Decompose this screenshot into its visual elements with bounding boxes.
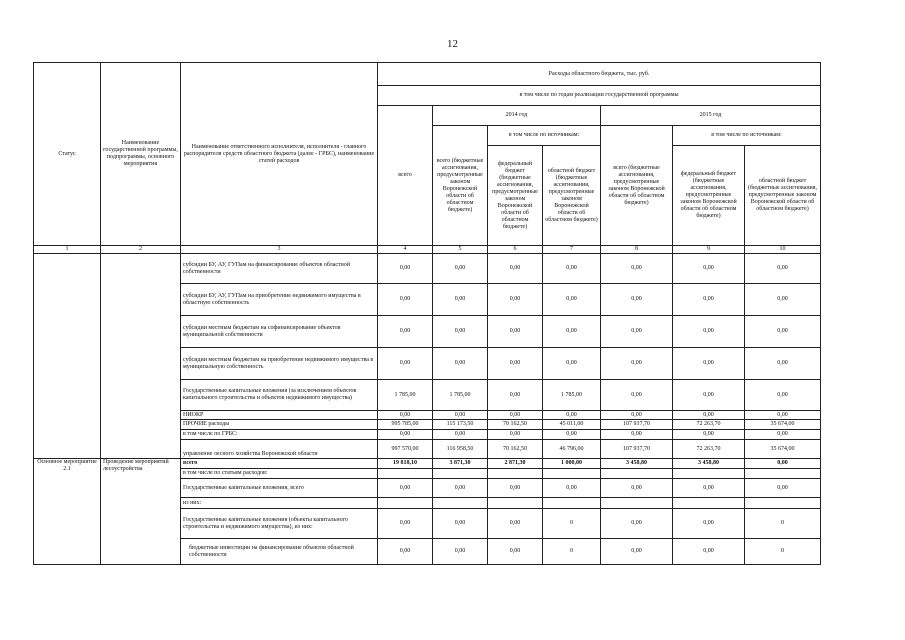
cell-total: 19 818,10 [378, 459, 433, 469]
cell-2015-regional: 0,00 [745, 479, 821, 498]
cell-2014-total [433, 498, 488, 509]
cell-total: 0,00 [378, 411, 433, 420]
cell-2014-federal: 0,00 [488, 479, 543, 498]
cell-2014-federal: 0,00 [488, 411, 543, 420]
cell-2014-federal: 0,00 [488, 254, 543, 284]
header-regional-2014: областной бюджет (бюджетные ассигнования, предусмотренные законом Воронежской области об областном бюджете) [543, 146, 601, 246]
cell-2015-total: 0,00 [601, 284, 673, 316]
cell-2015-federal: 0,00 [673, 411, 745, 420]
cell-2015-total [601, 469, 673, 479]
cell-total: 0,00 [378, 509, 433, 539]
cell-2014-regional [543, 469, 601, 479]
col-number: 2 [101, 246, 181, 254]
page-number: 12 [447, 38, 458, 50]
header-year-2015: 2015 год [601, 106, 821, 126]
row-name: НИОКР [181, 411, 378, 420]
cell-total [378, 498, 433, 509]
cell-2014-total: 0,00 [433, 479, 488, 498]
row-name: всего [181, 459, 378, 469]
cell-2014-federal: 70 162,50 [488, 440, 543, 459]
cell-2015-federal: 72 263,70 [673, 440, 745, 459]
row-name: бюджетные инвестиции на финансирование объектов областной собственности [181, 539, 378, 565]
cell-2014-total: 0,00 [433, 254, 488, 284]
cell-2014-regional: 0 [543, 509, 601, 539]
cell-2015-federal: 3 458,80 [673, 459, 745, 469]
cell-2015-regional: 35 674,00 [745, 420, 821, 430]
cell-2015-federal: 0,00 [673, 316, 745, 348]
row-name: субсидии БУ, АУ, ГУПам на финансирование объектов областной собственности [181, 254, 378, 284]
cell-2015-regional [745, 498, 821, 509]
row-name: Государственные капитальные вложения, всего [181, 479, 378, 498]
cell-2015-total: 107 937,70 [601, 420, 673, 430]
row-name: Государственные капитальные вложения (за исключением объектов капитального строительства и объектов недвижимого имущества) [181, 380, 378, 411]
cell-2014-regional: 0,00 [543, 348, 601, 380]
row-name: субсидии местным бюджетам на приобретение недвижимого имущества в муниципальную собственность [181, 348, 378, 380]
cell-2014-total: 0,00 [433, 411, 488, 420]
cell-2014-regional: 0,00 [543, 411, 601, 420]
cell-2014-total: 0,00 [433, 430, 488, 440]
status-cell-empty [34, 254, 101, 459]
cell-2014-total: 0,00 [433, 316, 488, 348]
cell-total: 0,00 [378, 479, 433, 498]
header-federal-2014: федеральный бюджет (бюджетные ассигнования, предусмотренные законом Воронежской области об областном бюджете) [488, 146, 543, 246]
cell-2014-federal: 0,00 [488, 380, 543, 411]
col-number: 9 [673, 246, 745, 254]
header-program-name: Наименование государственной программы, подпрограммы, основного мероприятия [101, 63, 181, 246]
header-by-years: в том числе по годам реализации государственной программы [378, 86, 821, 106]
cell-2014-regional: 0,00 [543, 316, 601, 348]
cell-2014-total: 116 958,50 [433, 440, 488, 459]
cell-2014-federal [488, 498, 543, 509]
column-number-row [34, 246, 821, 254]
cell-2014-total: 3 871,30 [433, 459, 488, 469]
cell-total: 0,00 [378, 254, 433, 284]
col-number: 3 [181, 246, 378, 254]
cell-2014-regional: 46 796,00 [543, 440, 601, 459]
cell-2015-regional: 0,00 [745, 380, 821, 411]
cell-2015-federal: 72 263,70 [673, 420, 745, 430]
cell-2014-federal: 0,00 [488, 430, 543, 440]
row-name: в том числе по статьям расходов: [181, 469, 378, 479]
row-name: субсидии местным бюджетам на софинансирование объектов муниципальной собственности [181, 316, 378, 348]
header-status: Статус [34, 63, 101, 246]
cell-2014-total: 0,00 [433, 539, 488, 565]
cell-2014-federal [488, 469, 543, 479]
cell-total: 995 785,00 [378, 420, 433, 430]
col-number: 10 [745, 246, 821, 254]
cell-2015-total: 0,00 [601, 411, 673, 420]
col-number: 6 [488, 246, 543, 254]
row-name: из них: [181, 498, 378, 509]
cell-2014-regional [543, 498, 601, 509]
cell-2014-total: 0,00 [433, 284, 488, 316]
col-number: 8 [601, 246, 673, 254]
cell-2015-federal: 0,00 [673, 509, 745, 539]
budget-table [33, 62, 821, 565]
cell-2014-federal: 0,00 [488, 284, 543, 316]
cell-total: 0,00 [378, 430, 433, 440]
header-executor: Наименование ответственного исполнителя, исполнителя - главного распорядителя средств областного бюджета (далее - ГРБС), наименование статей расходов [181, 63, 378, 246]
cell-2015-regional: 0,00 [745, 430, 821, 440]
header-total-2015: всего (бюджетные ассигнования, предусмотренные законом Воронежской области об областном бюджете) [601, 126, 673, 246]
cell-2015-federal [673, 498, 745, 509]
cell-2014-total: 115 173,50 [433, 420, 488, 430]
cell-2015-federal: 0,00 [673, 539, 745, 565]
cell-2015-total: 107 937,70 [601, 440, 673, 459]
col-number: 4 [378, 246, 433, 254]
cell-total: 0,00 [378, 539, 433, 565]
cell-2014-regional: 0,00 [543, 284, 601, 316]
cell-2014-total: 1 785,00 [433, 380, 488, 411]
cell-2014-total: 0,00 [433, 348, 488, 380]
program-cell-empty [101, 254, 181, 459]
cell-2015-federal: 0,00 [673, 380, 745, 411]
cell-total: 1 785,00 [378, 380, 433, 411]
header-sources-2015: в том числе по источникам: [673, 126, 821, 146]
col-number: 5 [433, 246, 488, 254]
cell-2015-total: 0,00 [601, 430, 673, 440]
col-number: 1 [34, 246, 101, 254]
cell-2015-regional: 0,00 [745, 254, 821, 284]
cell-2015-total: 0,00 [601, 348, 673, 380]
cell-2014-regional: 1 000,00 [543, 459, 601, 469]
cell-2015-federal: 0,00 [673, 284, 745, 316]
cell-total [378, 469, 433, 479]
cell-2015-regional: 0,00 [745, 348, 821, 380]
cell-2015-total: 3 458,80 [601, 459, 673, 469]
row-name: управление лесного хозяйства Воронежской области [181, 440, 378, 459]
cell-2015-regional: 35 674,00 [745, 440, 821, 459]
cell-2014-federal: 0,00 [488, 348, 543, 380]
cell-total: 0,00 [378, 348, 433, 380]
cell-2015-regional [745, 469, 821, 479]
cell-2014-federal: 0,00 [488, 539, 543, 565]
cell-total: 0,00 [378, 316, 433, 348]
table-row [34, 459, 821, 469]
cell-2015-regional: 0,00 [745, 284, 821, 316]
event-status: Основное мероприятие 2.1 [34, 459, 101, 565]
header-year-2014: 2014 год [433, 106, 601, 126]
col-number: 7 [543, 246, 601, 254]
cell-total: 997 570,00 [378, 440, 433, 459]
cell-2015-regional: 0 [745, 539, 821, 565]
cell-2015-federal: 0,00 [673, 430, 745, 440]
header-sources-2014: в том числе по источникам: [488, 126, 601, 146]
cell-2015-regional: 0 [745, 509, 821, 539]
cell-2015-total: 0,00 [601, 539, 673, 565]
cell-2014-regional: 0,00 [543, 479, 601, 498]
table-row [34, 254, 821, 284]
event-name: Проведение мероприятий лесоустройства [101, 459, 181, 565]
cell-2014-federal: 0,00 [488, 509, 543, 539]
cell-2015-total: 0,00 [601, 254, 673, 284]
cell-2014-regional: 0,00 [543, 254, 601, 284]
cell-2015-federal [673, 469, 745, 479]
cell-2014-regional: 0 [543, 539, 601, 565]
cell-2015-total [601, 498, 673, 509]
cell-2015-federal: 0,00 [673, 348, 745, 380]
cell-2015-federal: 0,00 [673, 479, 745, 498]
cell-2015-federal: 0,00 [673, 254, 745, 284]
cell-2014-regional: 1 785,00 [543, 380, 601, 411]
cell-2014-regional: 45 011,00 [543, 420, 601, 430]
header-total: всего [378, 106, 433, 246]
cell-2015-total: 0,00 [601, 509, 673, 539]
cell-2014-total: 0,00 [433, 509, 488, 539]
cell-2014-federal: 2 871,30 [488, 459, 543, 469]
cell-2014-total [433, 469, 488, 479]
header-regional-2015: областной бюджет (бюджетные ассигнования, предусмотренные законом Воронежской области об областном бюджете) [745, 146, 821, 246]
cell-total: 0,00 [378, 284, 433, 316]
cell-2015-regional: 0,00 [745, 459, 821, 469]
cell-2014-federal: 70 162,50 [488, 420, 543, 430]
cell-2015-regional: 0,00 [745, 411, 821, 420]
header-total-budget: всего (бюджетные ассигнования, предусмотренные законом Воронежской области об областном бюджете) [433, 126, 488, 246]
row-name: ПРОЧИЕ расходы [181, 420, 378, 430]
cell-2015-total: 0,00 [601, 479, 673, 498]
row-name: в том числе по ГРБС: [181, 430, 378, 440]
cell-2015-total: 0,00 [601, 316, 673, 348]
cell-2015-regional: 0,00 [745, 316, 821, 348]
row-name: субсидии БУ, АУ, ГУПам на приобретение недвижимого имущества в областную собственность [181, 284, 378, 316]
cell-2015-total: 0,00 [601, 380, 673, 411]
header-expenses: Расходы областного бюджета, тыс. руб. [378, 63, 821, 86]
cell-2014-federal: 0,00 [488, 316, 543, 348]
cell-2014-regional: 0,00 [543, 430, 601, 440]
header-federal-2015: федеральный бюджет (бюджетные ассигнования, предусмотренные законом Воронежской области об областном бюджете) [673, 146, 745, 246]
row-name: Государственные капитальные вложения (объекты капитального строительства и недвижимого имущества), из них: [181, 509, 378, 539]
